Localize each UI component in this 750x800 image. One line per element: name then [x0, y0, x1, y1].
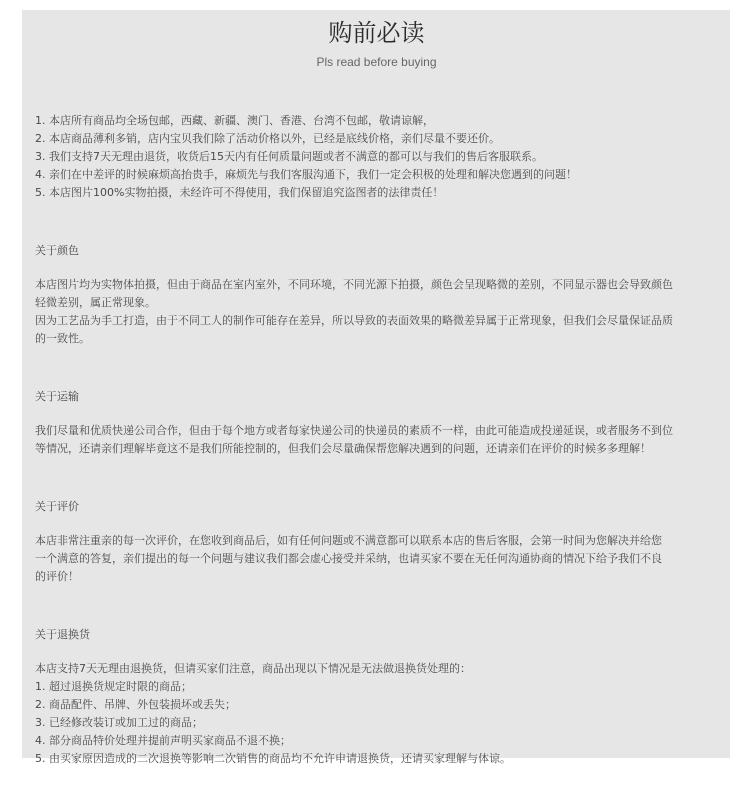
paragraph-line: 一个满意的答复，亲们提出的每一个问题与建议我们都会虚心接受并采纳，也请买家不要在无任何沟通协商的情况下给予我们不良	[35, 552, 662, 565]
paragraph-line: 的一致性。	[35, 332, 90, 345]
section-body-color	[35, 276, 718, 348]
paragraph-line: 本店支持7天无理由退换货，但请买家们注意，商品出现以下情况是无法做退换货处理的：	[35, 662, 471, 675]
section-heading-shipping: 关于运输	[35, 390, 79, 403]
list-item: 1. 本店所有商品均全场包邮，西藏、新疆、澳门、香港、台湾不包邮，敬请谅解，	[35, 114, 434, 127]
section-body-returns	[35, 660, 718, 768]
section-body-review	[35, 532, 718, 586]
section-heading-review: 关于评价	[35, 500, 79, 513]
paragraph-line: 轻微差别，属正常现象。	[35, 296, 156, 309]
list-item: 4. 亲们在中差评的时候麻烦高抬贵手，麻烦先与我们客服沟通下，我们一定会积极的处理和解决您遇到的问题！	[35, 168, 577, 181]
intro-list	[35, 112, 718, 202]
paragraph-line: 3. 已经修改装订或加工过的商品；	[35, 716, 203, 729]
paragraph-line: 2. 商品配件、吊牌、外包装损坏或丢失；	[35, 698, 236, 711]
paragraph-line: 我们尽量和优质快递公司合作，但由于每个地方或者每家快递公司的快递员的素质不一样，由此可能造成投递延误，或者服务不到位	[35, 424, 673, 437]
section-body-shipping	[35, 422, 718, 458]
list-item: 3. 我们支持7天无理由退货，收货后15天内有任何质量问题或者不满意的都可以与我们的售后客服联系。	[35, 150, 543, 163]
paragraph-line: 本店图片均为实物体拍摄，但由于商品在室内室外，不同环境，不同光源下拍摄，颜色会呈现略微的差别，不同显示器也会导致颜色	[35, 278, 673, 291]
page-title: 购前必读	[328, 19, 425, 47]
paragraph-line: 4. 部分商品特价处理并提前声明买家商品不退不换；	[35, 734, 291, 747]
page-subtitle: Pls read before buying	[316, 55, 437, 69]
section-heading-color: 关于颜色	[35, 244, 79, 257]
list-item: 2. 本店商品薄利多销，店内宝贝我们除了活动价格以外，已经是底线价格，亲们尽量不要还价。	[35, 132, 500, 145]
paragraph-line: 的评价！	[35, 570, 79, 583]
paragraph-line: 因为工艺品为手工打造，由于不同工人的制作可能存在差异，所以导致的表面效果的略微差异属于正常现象，但我们会尽量保证品质	[35, 314, 673, 327]
paragraph-line: 等情况，还请亲们理解毕竟这不是我们所能控制的，但我们会尽量确保帮您解决遇到的问题，还请亲们在评价的时候多多理解！	[35, 442, 651, 455]
section-heading-returns: 关于退换货	[35, 628, 90, 641]
paragraph-line: 1. 超过退换货规定时限的商品；	[35, 680, 192, 693]
list-item: 5. 本店图片100%实物拍摄，未经许可不得使用，我们保留追究盗图者的法律责任！	[35, 186, 444, 199]
paragraph-line: 5. 由买家原因造成的二次退换等影响二次销售的商品均不允许申请退换货，还请买家理解与体谅。	[35, 752, 511, 765]
paragraph-line: 本店非常注重亲的每一次评价，在您收到商品后，如有任何问题或不满意都可以联系本店的售后客服，会第一时间为您解决并给您	[35, 534, 662, 547]
notice-panel	[22, 10, 730, 765]
